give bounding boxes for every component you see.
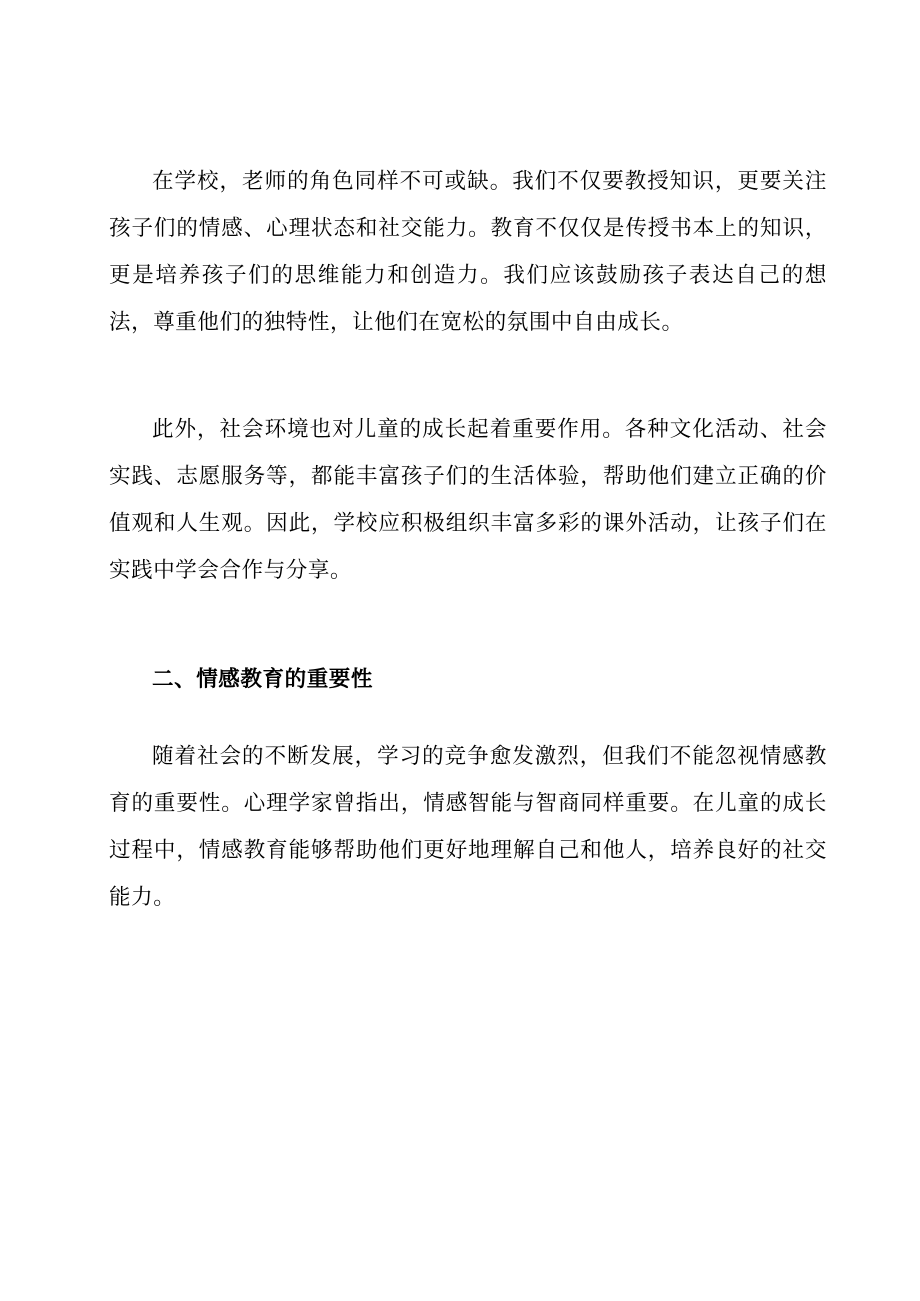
paragraph-emotional-education: 随着社会的不断发展，学习的竞争愈发激烈，但我们不能忽视情感教育的重要性。心理学家曾指出，情感智能与智商同样重要。在儿童的成长过程中，情感教育能够帮助他们更好地理解自己和他人，培养良好的社交能力。 [109, 744, 827, 910]
section-heading: 二、情感教育的重要性 [152, 667, 374, 692]
paragraph-social-environment: 此外，社会环境也对儿童的成长起着重要作用。各种文化活动、社会实践、志愿服务等，都能丰富孩子们的生活体验，帮助他们建立正确的价值观和人生观。因此，学校应积极组织丰富多彩的课外活动，让孩子们在实践中学会合作与分享。 [109, 417, 827, 583]
document-body [109, 158, 827, 921]
paragraph-teacher-role: 在学校，老师的角色同样不可或缺。我们不仅要教授知识，更要关注孩子们的情感、心理状态和社交能力。教育不仅仅是传授书本上的知识，更是培养孩子们的思维能力和创造力。我们应该鼓励孩子表达自己的想法，尊重他们的独特性，让他们在宽松的氛围中自由成长。 [109, 169, 827, 335]
